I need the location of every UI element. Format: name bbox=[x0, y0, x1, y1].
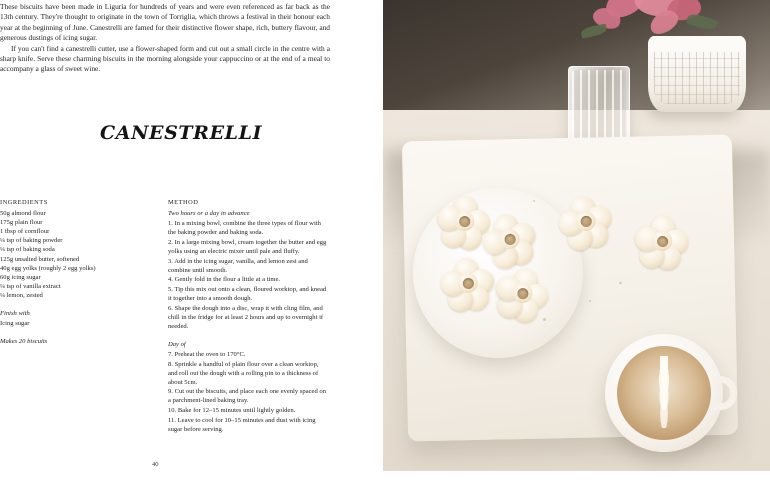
vase-rim bbox=[648, 36, 746, 50]
list-item: Icing sugar bbox=[0, 320, 30, 328]
method-heading: METHOD bbox=[168, 199, 199, 206]
list-item: ¼ lemon, zested bbox=[0, 291, 43, 299]
page-number: 40 bbox=[152, 461, 159, 468]
ingredients-list bbox=[0, 209, 150, 300]
list-item: 11. Leave to cool for 10–15 minutes and dust with icing sugar before serving. bbox=[168, 416, 316, 433]
intro-paragraph-1: These biscuits have been made in Liguria for hundreds of years and were even referenced as far back as the 13th century. They're thought to originate in the town of Torriglia, which throws a festival in their honour each year at the beginning of June. Canestrelli are famed for their distinctive flower shape, rich, buttery flavour, and generous dustings of icing sugar. bbox=[0, 2, 330, 43]
list-item: 9. Cut out the biscuits, and place each one evenly spaced on a parchment-lined baking tray. bbox=[168, 388, 327, 405]
vase-weave-texture bbox=[654, 52, 740, 104]
list-item: 125g unsalted butter, softened bbox=[0, 255, 80, 263]
intro-paragraph-2: If you can't find a canestrelli cutter, use a flower-shaped form and cut out a small circle in the centre with a sharp knife. Serve these charming biscuits in the morning alongside your cappuccino or at the end of a meal to accompany a glass of sweet wine. bbox=[0, 43, 330, 74]
list-item: 8. Sprinkle a handful of plain flour over a clean worktop, and roll out the dough with a rolling pin to a thickness of about 5cm. bbox=[168, 360, 319, 386]
intro-text bbox=[0, 2, 330, 75]
yield-label: Makes 20 biscuits bbox=[0, 338, 48, 346]
recipe-photograph bbox=[383, 0, 770, 471]
list-item: 175g plain flour bbox=[0, 219, 43, 227]
biscuit bbox=[632, 213, 691, 272]
biscuit bbox=[555, 192, 618, 255]
list-item: 50g almond flour bbox=[0, 210, 46, 218]
cappuccino-surface bbox=[617, 346, 711, 440]
list-item: 60g icing sugar bbox=[0, 273, 41, 281]
list-item: 6. Shape the dough into a disc, wrap it with cling film, and chill in the fridge for at least 2 hours and up to overnight if needed. bbox=[168, 304, 324, 330]
method-steps-advance bbox=[168, 219, 328, 331]
list-item: ¼ tsp of baking soda bbox=[0, 246, 55, 254]
list-item: 1 tbsp of cornflour bbox=[0, 228, 50, 236]
list-item: 2. In a large mixing bowl, cream together the butter and egg yolks using an electric mixer until pale and fluffy. bbox=[168, 238, 327, 255]
list-item: 4. Gently fold in the flour a little at a time. bbox=[168, 276, 281, 284]
list-item: 1. In a mixing bowl, combine the three types of flour with the baking powder and baking soda. bbox=[168, 220, 321, 237]
ingredients-column bbox=[0, 198, 150, 347]
photo-page bbox=[383, 0, 770, 487]
finish-list bbox=[0, 319, 150, 328]
list-item: 40g egg yolks (roughly 2 egg yolks) bbox=[0, 264, 96, 272]
coffee-cup bbox=[605, 334, 723, 452]
method-section-two-label: Day of bbox=[168, 340, 186, 348]
crumb bbox=[533, 200, 535, 202]
list-item: ¼ tsp of baking powder bbox=[0, 237, 63, 245]
method-section-one-label: Two hours or a day in advance bbox=[168, 210, 250, 218]
finish-with-heading: Finish with bbox=[0, 310, 30, 318]
flower-vase bbox=[648, 36, 746, 112]
list-item: 7. Preheat the oven to 170°C. bbox=[168, 350, 246, 358]
biscuit bbox=[439, 256, 497, 314]
ingredients-heading: INGREDIENTS bbox=[0, 199, 48, 206]
method-column bbox=[168, 198, 328, 434]
list-item: 10. Bake for 12–15 minutes until lightly golden. bbox=[168, 406, 296, 414]
method-steps-day-of bbox=[168, 350, 328, 434]
crumb bbox=[589, 300, 591, 302]
crumb bbox=[619, 282, 622, 284]
latte-art bbox=[651, 356, 677, 428]
recipe-text-page bbox=[0, 0, 383, 487]
crumb bbox=[543, 318, 546, 321]
list-item: ¼ tsp of vanilla extract bbox=[0, 282, 61, 290]
page-title: CANESTRELLI bbox=[100, 122, 263, 144]
list-item: 3. Add in the icing sugar, vanilla, and lemon zest and combine until smooth. bbox=[168, 257, 308, 274]
list-item: 5. Tip this mix out onto a clean, floured worktop, and knead it together into a smooth dough. bbox=[168, 285, 327, 302]
